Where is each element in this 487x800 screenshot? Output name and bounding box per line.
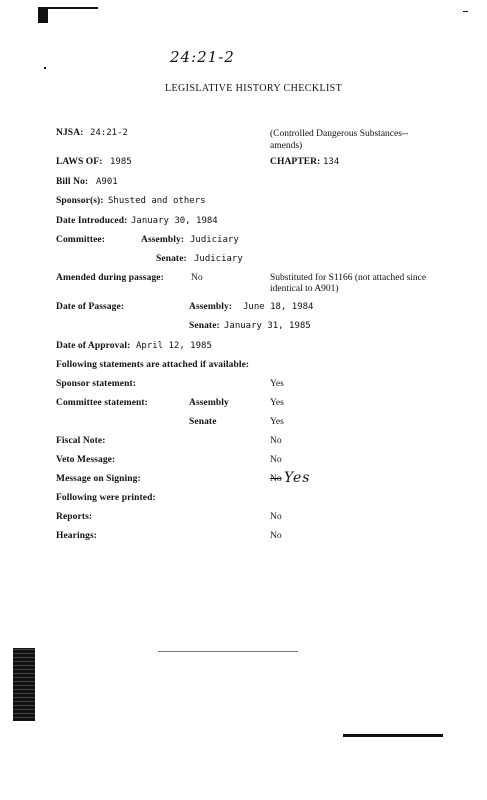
committee-assembly-label: Assembly:	[141, 235, 185, 245]
date-of-passage-label: Date of Passage:	[56, 302, 125, 312]
handwritten-number: 24:21-2	[170, 48, 235, 66]
veto-message-label: Veto Message:	[56, 455, 116, 465]
committee-senate-label: Senate:	[156, 254, 187, 264]
njsa-note: (Controlled Dangerous Substances--amends)	[270, 129, 409, 151]
committee-statement-assembly-label: Assembly	[189, 398, 229, 408]
sponsor-statement-value: Yes	[270, 379, 284, 389]
date-introduced-value: January 30, 1984	[131, 216, 218, 226]
corner-line-top-left	[38, 7, 98, 9]
bill-no-value: A901	[96, 177, 118, 187]
amended-label: Amended during passage:	[56, 273, 164, 283]
chapter-label: CHAPTER:	[270, 157, 321, 167]
committee-assembly-value: Judiciary	[190, 235, 239, 245]
date-of-approval-value: April 12, 1985	[136, 341, 212, 351]
message-on-signing-struck-value: No	[270, 474, 282, 484]
hearings-value: No	[270, 531, 282, 541]
scan-dash-top-right	[463, 11, 468, 12]
chapter-value: 134	[323, 157, 340, 167]
corner-mark-top-left	[38, 7, 48, 23]
page-title: LEGISLATIVE HISTORY CHECKLIST	[165, 83, 343, 94]
binding-edge-mark	[13, 648, 35, 721]
passage-assembly-label: Assembly:	[189, 302, 233, 312]
reports-value: No	[270, 512, 282, 522]
veto-message-value: No	[270, 455, 282, 465]
following-statements-heading: Following statements are attached if available:	[56, 360, 250, 370]
sponsors-label: Sponsor(s):	[56, 196, 104, 206]
fiscal-note-label: Fiscal Note:	[56, 436, 106, 446]
message-on-signing-label: Message on Signing:	[56, 474, 141, 484]
amended-note: Substituted for S1166 (not attached since identical to A901)	[270, 273, 427, 294]
passage-senate-label: Senate:	[189, 321, 220, 331]
committee-senate-value: Judiciary	[194, 254, 243, 264]
sponsor-statement-label: Sponsor statement:	[56, 379, 136, 389]
hearings-label: Hearings:	[56, 531, 98, 541]
committee-statement-senate-label: Senate	[189, 417, 217, 427]
laws-of-label: LAWS OF:	[56, 157, 103, 167]
njsa-value: 24:21-2	[90, 128, 128, 138]
passage-assembly-value: June 18, 1984	[243, 302, 314, 312]
committee-label: Committee:	[56, 235, 106, 245]
message-on-signing-handwritten-value: Yes	[284, 470, 311, 486]
committee-statement-assembly-value: Yes	[270, 398, 284, 408]
reports-label: Reports:	[56, 512, 93, 522]
following-printed-heading: Following were printed:	[56, 493, 156, 503]
amended-value: No	[191, 273, 203, 283]
bill-no-label: Bill No:	[56, 177, 89, 187]
njsa-label: NJSA:	[56, 128, 84, 138]
faint-printed-line	[158, 651, 298, 652]
scan-dot	[44, 67, 46, 69]
passage-senate-value: January 31, 1985	[224, 321, 311, 331]
committee-statement-label: Committee statement:	[56, 398, 148, 408]
committee-statement-senate-value: Yes	[270, 417, 284, 427]
fiscal-note-value: No	[270, 436, 282, 446]
sponsors-value: Shusted and others	[108, 196, 206, 206]
date-of-approval-label: Date of Approval:	[56, 341, 131, 351]
laws-of-value: 1985	[110, 157, 132, 167]
date-introduced-label: Date Introduced:	[56, 216, 128, 226]
scan-line-bottom-right	[343, 734, 443, 737]
